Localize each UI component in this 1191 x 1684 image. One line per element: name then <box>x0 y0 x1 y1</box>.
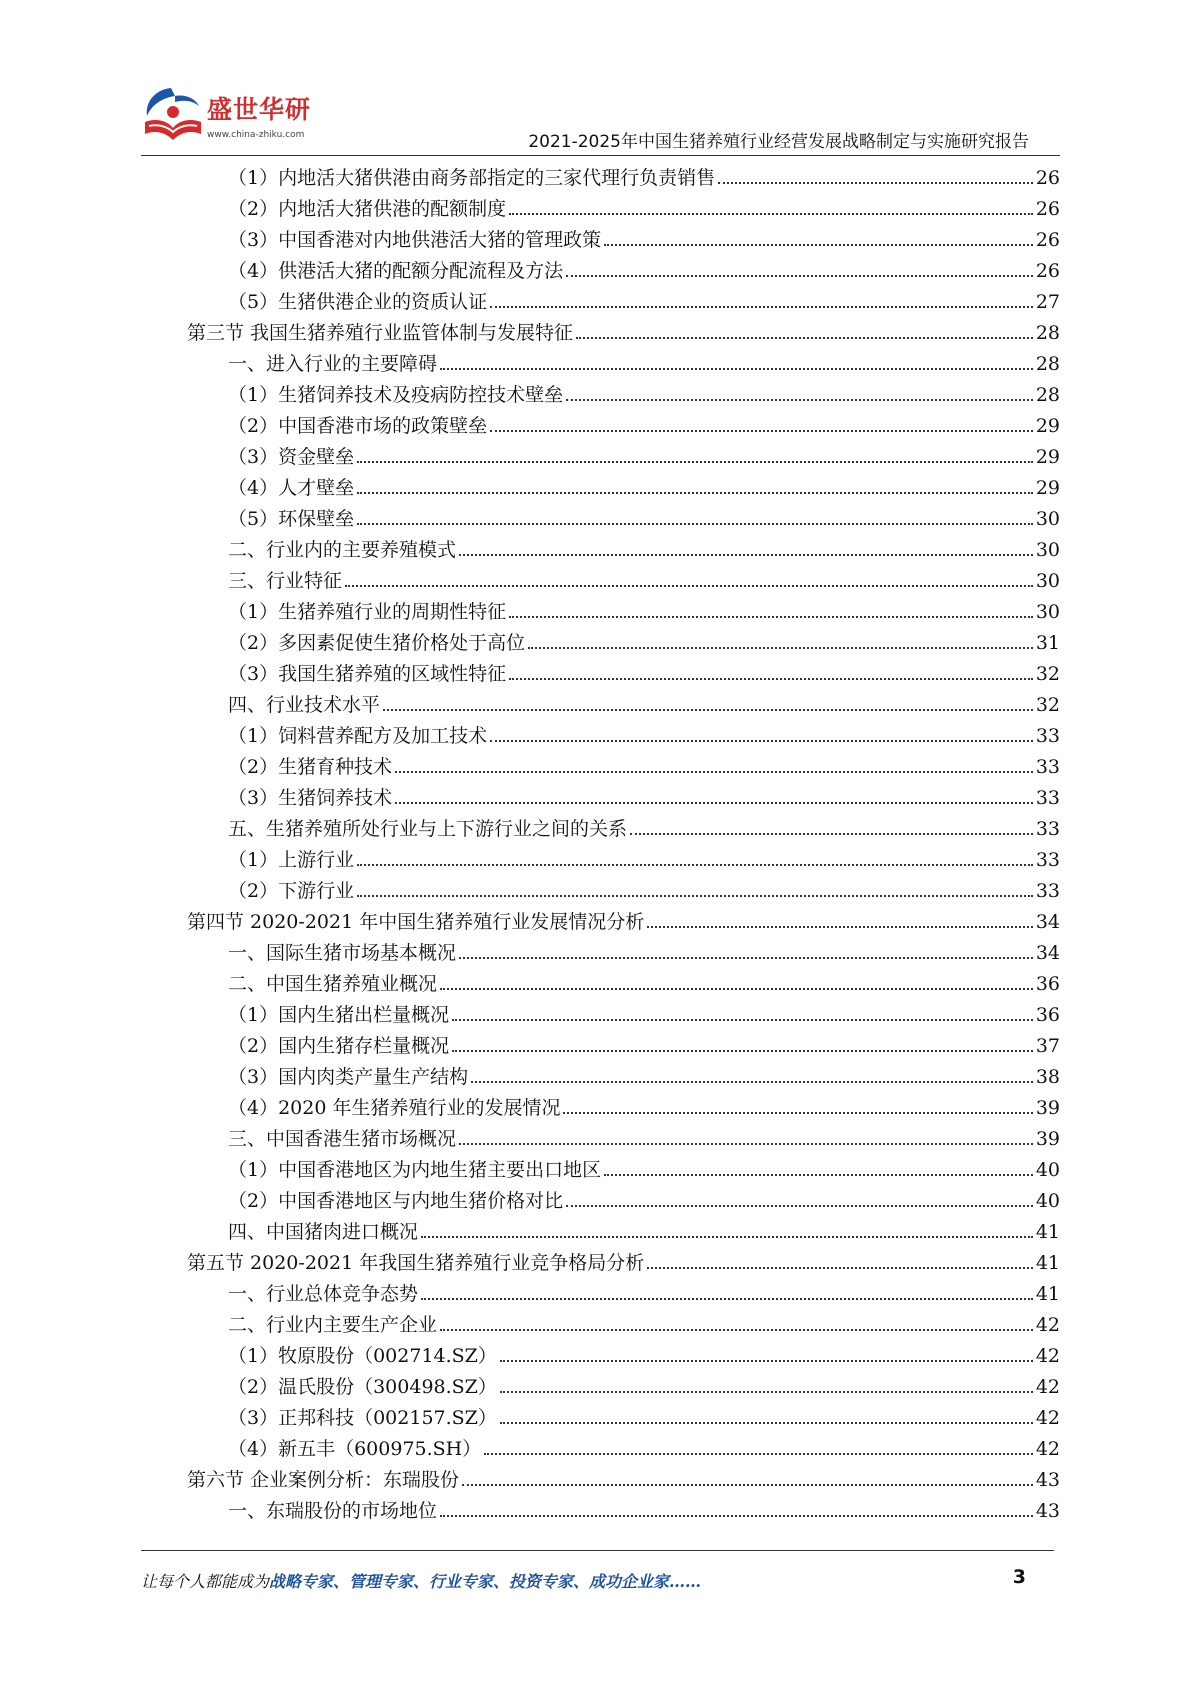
toc-entry[interactable] <box>228 934 1060 965</box>
footer-divider <box>141 1550 1054 1551</box>
toc-entry[interactable] <box>228 438 1060 469</box>
toc-leader-dots <box>459 1143 1033 1145</box>
logo-url: www.china-zhiku.com <box>207 130 305 140</box>
toc-leader-dots <box>357 523 1033 525</box>
toc-entry[interactable] <box>228 996 1060 1027</box>
toc-entry-page: 34 <box>1035 911 1060 933</box>
report-title: 2021-2025年中国生猪养殖行业经营发展战略制定与实施研究报告 <box>528 132 1029 152</box>
toc-entry-page: 26 <box>1035 229 1060 251</box>
toc-entry[interactable] <box>228 221 1060 252</box>
toc-entry-title: （1）上游行业 <box>228 849 355 871</box>
toc-entry-title: 一、国际生猪市场基本概况 <box>228 942 457 964</box>
toc-entry-page: 27 <box>1035 291 1060 313</box>
slogan-prefix: 让每个人都能成为 <box>141 1572 270 1591</box>
toc-entry-page: 30 <box>1035 570 1060 592</box>
toc-entry[interactable] <box>228 1182 1060 1213</box>
toc-entry-page: 26 <box>1035 260 1060 282</box>
toc-entry[interactable] <box>228 1213 1060 1244</box>
toc-entry-title: （1）饲料营养配方及加工技术 <box>228 725 488 747</box>
toc-leader-dots <box>563 1112 1032 1114</box>
toc-entry-title: 三、行业特征 <box>228 570 343 592</box>
toc-entry[interactable] <box>228 810 1060 841</box>
toc-leader-dots <box>509 616 1033 618</box>
toc-leader-dots <box>440 1329 1033 1331</box>
toc-entry[interactable] <box>228 841 1060 872</box>
toc-entry-title: （2）内地活大猪供港的配额制度 <box>228 198 507 220</box>
toc-entry-title: （3）我国生猪养殖的区域性特征 <box>228 663 507 685</box>
toc-leader-dots <box>566 275 1033 277</box>
toc-entry-page: 36 <box>1035 1004 1060 1026</box>
toc-entry-page: 38 <box>1035 1066 1060 1088</box>
toc-entry[interactable] <box>228 1275 1060 1306</box>
toc-entry-page: 41 <box>1035 1283 1060 1305</box>
toc-entry-title: 三、中国香港生猪市场概况 <box>228 1128 457 1150</box>
toc-entry-page: 30 <box>1035 539 1060 561</box>
toc-entry[interactable] <box>228 1430 1060 1461</box>
toc-entry-page: 41 <box>1035 1252 1060 1274</box>
toc-leader-dots <box>345 585 1033 587</box>
toc-entry-page: 41 <box>1035 1221 1060 1243</box>
toc-entry-title: （3）中国香港对内地供港活大猪的管理政策 <box>228 229 602 251</box>
toc-entry-page: 33 <box>1035 818 1060 840</box>
toc-leader-dots <box>484 1453 1033 1455</box>
toc-entry[interactable] <box>228 376 1060 407</box>
toc-entry-page: 42 <box>1035 1407 1060 1429</box>
toc-entry[interactable] <box>228 469 1060 500</box>
toc-entry-title: （5）环保壁垒 <box>228 508 355 530</box>
toc-leader-dots <box>471 1081 1033 1083</box>
toc-leader-dots <box>421 1236 1033 1238</box>
toc-entry-page: 33 <box>1035 849 1060 871</box>
toc-leader-dots <box>459 957 1033 959</box>
toc-entry-page: 40 <box>1035 1159 1060 1181</box>
toc-leader-dots <box>509 678 1033 680</box>
toc-leader-dots <box>566 399 1033 401</box>
toc-entry-title: 第四节 2020-2021 年中国生猪养殖行业发展情况分析 <box>187 911 645 933</box>
toc-entry-title: （2）国内生猪存栏量概况 <box>228 1035 450 1057</box>
toc-entry-title: 第五节 2020-2021 年我国生猪养殖行业竞争格局分析 <box>187 1252 645 1274</box>
toc-leader-dots <box>500 1422 1033 1424</box>
toc-entry-page: 32 <box>1035 694 1060 716</box>
toc-entry[interactable] <box>187 314 1060 345</box>
toc-entry-page: 34 <box>1035 942 1060 964</box>
toc-entry[interactable] <box>228 624 1060 655</box>
toc-entry[interactable] <box>228 655 1060 686</box>
toc-entry-page: 26 <box>1035 167 1060 189</box>
toc-entry-title: （2）生猪育种技术 <box>228 756 393 778</box>
toc-entry-page: 29 <box>1035 415 1060 437</box>
toc-leader-dots <box>395 771 1033 773</box>
toc-entry-page: 30 <box>1035 508 1060 530</box>
toc-entry[interactable] <box>187 1461 1060 1492</box>
toc-entry-page: 42 <box>1035 1438 1060 1460</box>
toc-entry-page: 42 <box>1035 1314 1060 1336</box>
toc-leader-dots <box>490 740 1033 742</box>
toc-leader-dots <box>462 1484 1033 1486</box>
toc-entry[interactable] <box>228 1399 1060 1430</box>
toc-entry-title: 五、生猪养殖所处行业与上下游行业之间的关系 <box>228 818 628 840</box>
toc-entry[interactable] <box>228 159 1060 190</box>
toc-entry[interactable] <box>228 1058 1060 1089</box>
toc-entry[interactable] <box>228 1120 1060 1151</box>
toc-entry-title: （1）内地活大猪供港由商务部指定的三家代理行负责销售 <box>228 167 716 189</box>
toc-entry[interactable] <box>228 593 1060 624</box>
toc-entry-title: 一、行业总体竞争态势 <box>228 1283 419 1305</box>
toc-entry-title: （1）生猪饲养技术及疫病防控技术壁垒 <box>228 384 564 406</box>
toc-entry-title: 一、东瑞股份的市场地位 <box>228 1500 438 1522</box>
toc-entry-title: （2）温氏股份（300498.SZ） <box>228 1376 497 1398</box>
toc-entry[interactable] <box>228 531 1060 562</box>
toc-entry-page: 42 <box>1035 1376 1060 1398</box>
toc-entry[interactable] <box>228 1027 1060 1058</box>
toc-entry[interactable] <box>228 190 1060 221</box>
toc-entry-title: （3）国内肉类产量生产结构 <box>228 1066 469 1088</box>
toc-entry-page: 33 <box>1035 725 1060 747</box>
toc-leader-dots <box>630 833 1033 835</box>
toc-entry-title: 第三节 我国生猪养殖行业监管体制与发展特征 <box>187 322 574 344</box>
toc-leader-dots <box>490 306 1033 308</box>
toc-entry[interactable] <box>228 283 1060 314</box>
toc-leader-dots <box>576 337 1033 339</box>
toc-entry[interactable] <box>228 965 1060 996</box>
toc-entry-page: 29 <box>1035 477 1060 499</box>
toc-leader-dots <box>500 1391 1033 1393</box>
toc-leader-dots <box>357 864 1033 866</box>
toc-entry-title: （5）生猪供港企业的资质认证 <box>228 291 488 313</box>
toc-leader-dots <box>357 492 1033 494</box>
toc-entry[interactable] <box>228 686 1060 717</box>
toc-entry[interactable] <box>228 500 1060 531</box>
toc-entry[interactable] <box>228 1151 1060 1182</box>
toc-entry-page: 33 <box>1035 787 1060 809</box>
toc-entry-page: 39 <box>1035 1128 1060 1150</box>
toc-entry-title: （4）2020 年生猪养殖行业的发展情况 <box>228 1097 561 1119</box>
toc-entry-title: （1）牧原股份（002714.SZ） <box>228 1345 497 1367</box>
toc-entry[interactable] <box>228 1306 1060 1337</box>
toc-entry-title: （1）生猪养殖行业的周期性特征 <box>228 601 507 623</box>
toc-leader-dots <box>528 647 1033 649</box>
toc-entry[interactable] <box>228 1337 1060 1368</box>
toc-entry-title: （2）中国香港地区与内地生猪价格对比 <box>228 1190 564 1212</box>
toc-entry-page: 29 <box>1035 446 1060 468</box>
toc-entry-page: 43 <box>1035 1469 1060 1491</box>
toc-entry-title: （4）人才壁垒 <box>228 477 355 499</box>
toc-entry[interactable] <box>228 748 1060 779</box>
toc-entry-page: 32 <box>1035 663 1060 685</box>
toc-entry-page: 42 <box>1035 1345 1060 1367</box>
toc-leader-dots <box>440 1515 1033 1517</box>
toc-leader-dots <box>647 926 1033 928</box>
toc-entry-page: 43 <box>1035 1500 1060 1522</box>
toc-entry[interactable] <box>228 1492 1060 1523</box>
toc-entry[interactable] <box>187 1244 1060 1275</box>
toc-entry-title: 二、行业内的主要养殖模式 <box>228 539 457 561</box>
toc-entry-title: （2）中国香港市场的政策壁垒 <box>228 415 488 437</box>
toc-entry-page: 26 <box>1035 198 1060 220</box>
toc-entry-page: 37 <box>1035 1035 1060 1057</box>
toc-entry-title: （2）下游行业 <box>228 880 355 902</box>
toc-entry-page: 28 <box>1035 353 1060 375</box>
toc-leader-dots <box>509 213 1033 215</box>
toc-entry-page: 39 <box>1035 1097 1060 1119</box>
toc-leader-dots <box>500 1360 1033 1362</box>
toc-entry-page: 30 <box>1035 601 1060 623</box>
toc-entry-page: 28 <box>1035 322 1060 344</box>
toc-entry[interactable] <box>228 562 1060 593</box>
slogan-highlight: 战略专家、管理专家、行业专家、投资专家、成功企业家…… <box>269 1572 702 1591</box>
toc-entry[interactable] <box>228 717 1060 748</box>
toc-entry-title: 一、进入行业的主要障碍 <box>228 353 438 375</box>
toc-entry-title: （2）多因素促使生猪价格处于高位 <box>228 632 526 654</box>
toc-leader-dots <box>459 554 1033 556</box>
book-swoosh-logo-icon <box>141 86 205 144</box>
toc-leader-dots <box>383 709 1033 711</box>
toc-entry-title: （3）资金壁垒 <box>228 446 355 468</box>
toc-entry-page: 33 <box>1035 756 1060 778</box>
toc-leader-dots <box>452 1019 1033 1021</box>
toc-leader-dots <box>395 802 1033 804</box>
toc-entry-title: （1）国内生猪出栏量概况 <box>228 1004 450 1026</box>
company-logo <box>141 86 321 148</box>
page-number: 3 <box>1012 1566 1026 1588</box>
toc-leader-dots <box>452 1050 1033 1052</box>
toc-entry-page: 31 <box>1035 632 1060 654</box>
toc-entry-page: 36 <box>1035 973 1060 995</box>
toc-leader-dots <box>604 1174 1033 1176</box>
toc-entry[interactable] <box>228 872 1060 903</box>
toc-leader-dots <box>647 1267 1033 1269</box>
toc-leader-dots <box>421 1298 1033 1300</box>
toc-entry[interactable] <box>228 252 1060 283</box>
toc-entry-title: （3）正邦科技（002157.SZ） <box>228 1407 497 1429</box>
toc-entry-title: 四、中国猪肉进口概况 <box>228 1221 419 1243</box>
toc-leader-dots <box>490 430 1033 432</box>
toc-leader-dots <box>440 988 1033 990</box>
toc-entry-title: （4）新五丰（600975.SH） <box>228 1438 482 1460</box>
toc-leader-dots <box>718 182 1033 184</box>
toc-entry-title: 二、中国生猪养殖业概况 <box>228 973 438 995</box>
toc-entry-page: 28 <box>1035 384 1060 406</box>
toc-entry-title: （3）生猪饲养技术 <box>228 787 393 809</box>
toc-entry[interactable] <box>228 779 1060 810</box>
logo-name: 盛世华研 <box>207 95 312 124</box>
toc-leader-dots <box>566 1205 1033 1207</box>
toc-entry-page: 33 <box>1035 880 1060 902</box>
toc-entry[interactable] <box>228 345 1060 376</box>
toc-leader-dots <box>357 895 1033 897</box>
toc-entry-page: 40 <box>1035 1190 1060 1212</box>
toc-leader-dots <box>357 461 1033 463</box>
toc-leader-dots <box>440 368 1033 370</box>
header-divider <box>141 155 1060 156</box>
toc-entry-title: 二、行业内主要生产企业 <box>228 1314 438 1336</box>
toc-entry[interactable] <box>228 1089 1060 1120</box>
toc-entry-title: 第六节 企业案例分析：东瑞股份 <box>187 1469 460 1491</box>
toc-entry-title: （1）中国香港地区为内地生猪主要出口地区 <box>228 1159 602 1181</box>
toc-entry[interactable] <box>187 903 1060 934</box>
toc-leader-dots <box>604 244 1033 246</box>
toc-entry[interactable] <box>228 407 1060 438</box>
footer-slogan <box>141 1569 701 1592</box>
toc-entry-title: （4）供港活大猪的配额分配流程及方法 <box>228 260 564 282</box>
toc-entry[interactable] <box>228 1368 1060 1399</box>
toc-entry-title: 四、行业技术水平 <box>228 694 381 716</box>
